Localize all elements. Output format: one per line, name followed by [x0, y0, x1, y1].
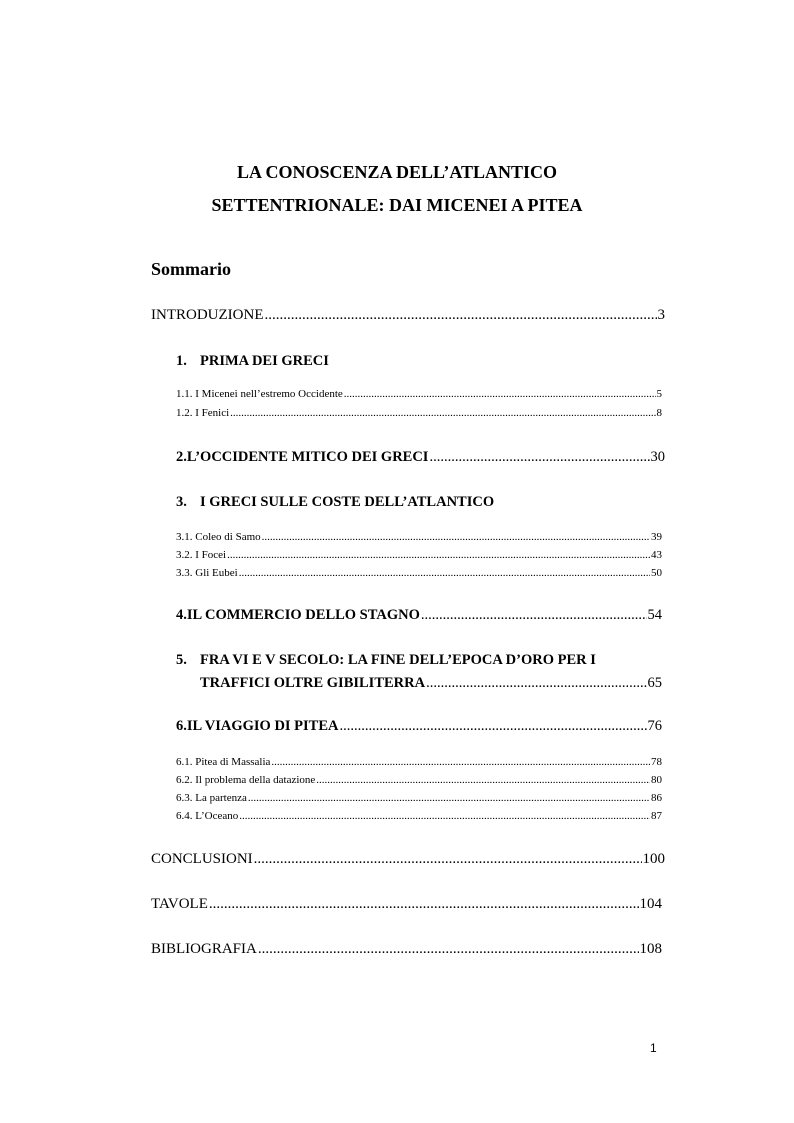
toc-page-number: 78 — [651, 756, 662, 768]
toc-label: 6.2. Il problema della datazione — [176, 774, 316, 786]
toc-page-number: 30 — [650, 449, 665, 465]
toc-chapter-number: 3. — [176, 494, 187, 510]
toc-label: IL COMMERCIO DELLO STAGNO — [186, 607, 420, 623]
toc-label: I GRECI SULLE COSTE DELL’ATLANTICO — [200, 494, 495, 510]
toc-entry-3-3[interactable] — [176, 567, 662, 579]
toc-label: 3.3. Gli Eubei — [176, 567, 238, 579]
summary-heading: Sommario — [151, 259, 231, 279]
toc-page-number: 8 — [656, 407, 662, 419]
toc-leader — [227, 549, 650, 561]
toc-page-number: 104 — [639, 896, 662, 912]
toc-chapter-number: 4. — [176, 607, 187, 623]
toc-leader — [264, 307, 656, 324]
toc-entry-tavole[interactable] — [151, 896, 662, 913]
toc-page-number: 5 — [656, 388, 662, 400]
toc-leader — [340, 718, 647, 735]
toc-page-number: 86 — [651, 792, 662, 804]
toc-entry-introduzione[interactable] — [151, 307, 665, 324]
toc-page-number: 50 — [651, 567, 662, 579]
toc-label: 6.4. L’Oceano — [176, 810, 239, 822]
toc-leader — [344, 388, 656, 400]
toc-page-number: 108 — [639, 941, 662, 957]
toc-page-number: 43 — [651, 549, 662, 561]
toc-label: CONCLUSIONI — [151, 851, 253, 867]
toc-leader — [316, 774, 650, 786]
toc-label-line-2: TRAFFICI OLTRE GIBILITERRA — [200, 675, 426, 691]
document-title-line-2: SETTENTRIONALE: DAI MICENEI A PITEA — [211, 195, 583, 215]
toc-entry-3-1[interactable] — [176, 531, 662, 543]
toc-page-number: 100 — [642, 851, 665, 867]
toc-entry-6-2[interactable] — [176, 774, 662, 786]
toc-label: 6.3. La partenza — [176, 792, 247, 804]
toc-entry-conclusioni[interactable] — [151, 851, 665, 868]
toc-entry-bibliografia[interactable] — [151, 941, 662, 958]
toc-chapter-number: 5. — [176, 652, 187, 668]
toc-entry-3-2[interactable] — [176, 549, 662, 561]
toc-chapter-5-heading-line-1[interactable] — [176, 652, 596, 669]
toc-label: 1.2. I Fenici — [176, 407, 230, 419]
toc-leader — [248, 792, 650, 804]
toc-chapter-number: 6. — [176, 718, 187, 734]
toc-page-number: 65 — [647, 675, 662, 691]
toc-entry-6-3[interactable] — [176, 792, 662, 804]
toc-label: 3.2. I Focei — [176, 549, 227, 561]
toc-label: L’OCCIDENTE MITICO DEI GRECI — [186, 449, 429, 465]
toc-label: TAVOLE — [151, 896, 208, 912]
toc-entry-chapter-6[interactable] — [176, 718, 662, 735]
toc-page-number: 39 — [651, 531, 662, 543]
toc-entry-6-4[interactable] — [176, 810, 662, 822]
toc-label: BIBLIOGRAFIA — [151, 941, 257, 957]
document-title-line-1: LA CONOSCENZA DELL’ATLANTICO — [236, 162, 558, 182]
toc-leader — [258, 941, 639, 958]
toc-entry-6-1[interactable] — [176, 756, 662, 768]
toc-leader — [230, 407, 655, 419]
toc-leader — [271, 756, 650, 768]
page-number: 1 — [650, 1041, 657, 1055]
toc-chapter-1-heading[interactable] — [176, 353, 329, 370]
toc-chapter-number: 2. — [176, 449, 187, 465]
toc-chapter-number: 1. — [176, 353, 187, 369]
toc-entry-1-2[interactable] — [176, 407, 662, 419]
toc-page-number: 80 — [651, 774, 662, 786]
toc-leader — [239, 810, 650, 822]
toc-chapter-3-heading[interactable] — [176, 494, 494, 511]
toc-label: IL VIAGGIO DI PITEA — [186, 718, 339, 734]
toc-entry-chapter-5[interactable] — [200, 675, 662, 692]
toc-label: 3.1. Coleo di Samo — [176, 531, 261, 543]
toc-page-number: 3 — [657, 307, 665, 323]
toc-page-number: 87 — [651, 810, 662, 822]
toc-leader — [421, 607, 647, 624]
toc-label: 6.1. Pitea di Massalia — [176, 756, 271, 768]
toc-leader — [254, 851, 642, 868]
toc-label-line-1: FRA VI E V SECOLO: LA FINE DELL’EPOCA D’ORO PER I — [200, 652, 596, 668]
toc-label: 1.1. I Micenei nell’estremo Occidente — [176, 388, 343, 400]
toc-leader — [262, 531, 650, 543]
toc-label: PRIMA DEI GRECI — [200, 353, 329, 369]
toc-entry-chapter-2[interactable] — [176, 449, 665, 466]
toc-leader — [239, 567, 650, 579]
toc-leader — [209, 896, 639, 913]
toc-page-number: 54 — [647, 607, 662, 623]
toc-leader — [429, 449, 649, 466]
toc-page-number: 76 — [647, 718, 662, 734]
toc-entry-chapter-4[interactable] — [176, 607, 662, 624]
toc-entry-1-1[interactable] — [176, 388, 662, 400]
toc-leader — [426, 675, 646, 692]
toc-label: INTRODUZIONE — [151, 307, 264, 323]
